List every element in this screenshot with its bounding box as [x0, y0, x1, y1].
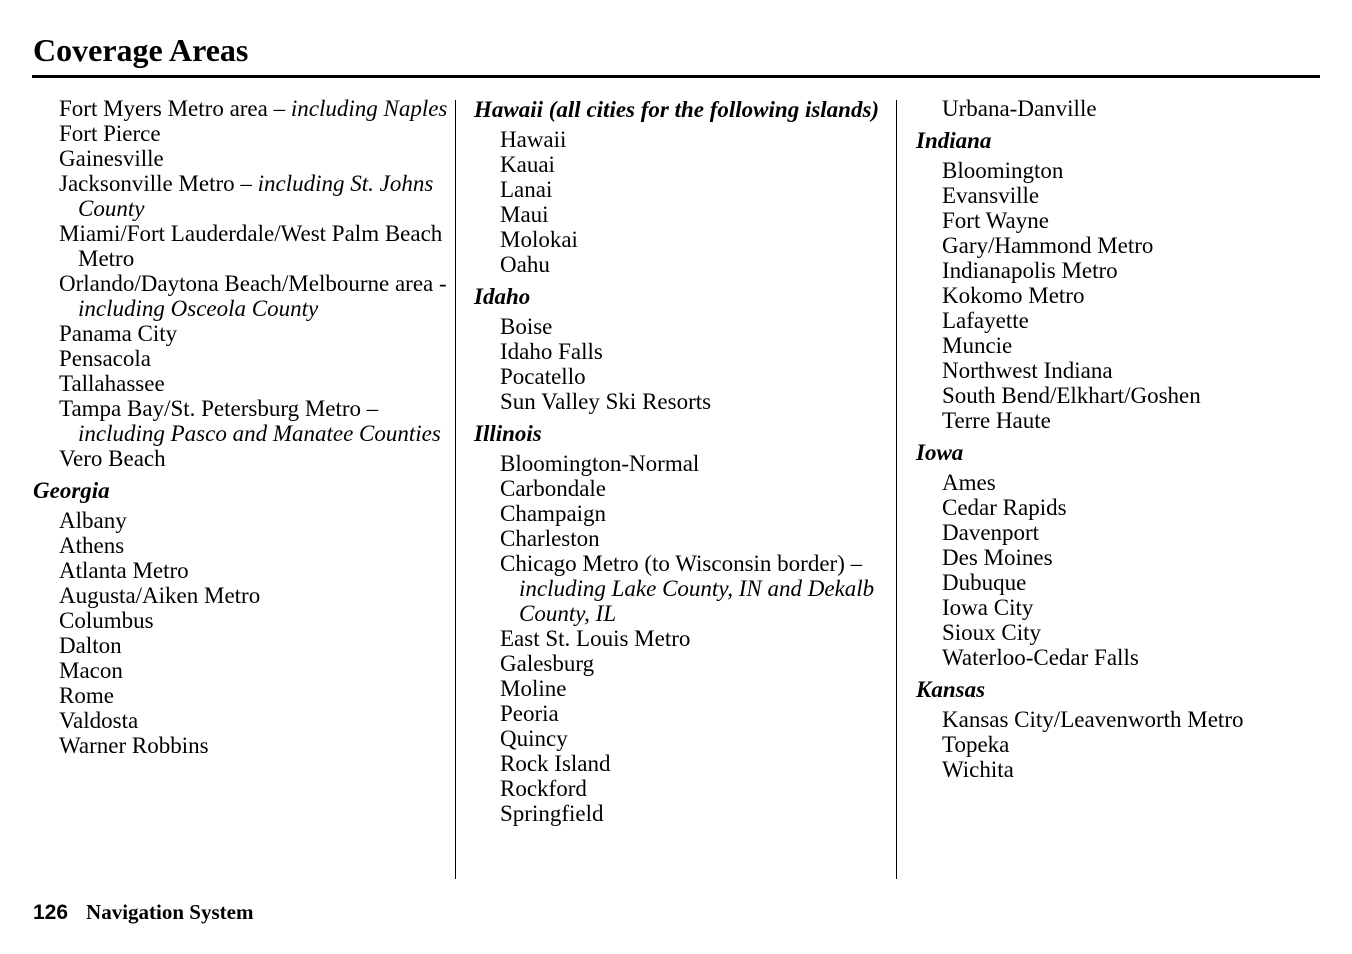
coverage-area-item: [33, 633, 453, 658]
coverage-list: [474, 314, 894, 414]
coverage-area-item: [916, 158, 1336, 183]
coverage-list: [916, 96, 1336, 121]
coverage-area-item: [33, 396, 453, 446]
coverage-area-item: [474, 801, 894, 826]
coverage-area-name: Wichita: [942, 757, 1014, 782]
coverage-area-item: [33, 658, 453, 683]
coverage-area-item: [916, 620, 1336, 645]
coverage-area-item: [916, 545, 1336, 570]
coverage-area-name: Fort Wayne: [942, 208, 1049, 233]
coverage-area-item: [33, 683, 453, 708]
title-rule: [32, 75, 1320, 78]
coverage-area-item: [916, 96, 1336, 121]
coverage-list: [916, 707, 1336, 782]
coverage-area-item: [916, 595, 1336, 620]
coverage-area-name: Miami/Fort Lauderdale/West Palm Beach Metro: [59, 221, 443, 271]
coverage-area-name: Springfield: [500, 801, 604, 826]
column-divider: [455, 100, 456, 879]
coverage-list: [916, 470, 1336, 670]
coverage-area-name: Lafayette: [942, 308, 1029, 333]
coverage-area-name: Maui: [500, 202, 549, 227]
coverage-area-item: [916, 258, 1336, 283]
section-heading: Iowa: [916, 440, 964, 465]
coverage-area-name: Topeka: [942, 732, 1010, 757]
coverage-area-item: [33, 371, 453, 396]
section-heading: Idaho: [474, 284, 531, 309]
coverage-area-item: [33, 96, 453, 121]
section-heading: Georgia: [33, 478, 110, 503]
coverage-area-item: [474, 389, 894, 414]
coverage-area-name: Valdosta: [59, 708, 139, 733]
coverage-area-item: [474, 202, 894, 227]
coverage-area-item: [33, 146, 453, 171]
coverage-area-item: [474, 651, 894, 676]
coverage-area-name: Bloomington-Normal: [500, 451, 700, 476]
coverage-area-name: Macon: [59, 658, 123, 683]
coverage-area-item: [33, 346, 453, 371]
coverage-area-item: [474, 501, 894, 526]
coverage-area-item: [474, 776, 894, 801]
coverage-area-item: [33, 733, 453, 758]
page-title: Coverage Areas: [33, 32, 249, 68]
coverage-area-name: Galesburg: [500, 651, 595, 676]
column-3: [916, 95, 1336, 785]
coverage-area-name: Kansas City/Leavenworth Metro: [942, 707, 1244, 732]
coverage-area-note: including Osceola County: [78, 296, 319, 321]
coverage-area-name: Cedar Rapids: [942, 495, 1067, 520]
coverage-area-item: [474, 476, 894, 501]
coverage-area-item: [33, 446, 453, 471]
coverage-area-name: Peoria: [500, 701, 559, 726]
coverage-area-item: [916, 183, 1336, 208]
coverage-area-item: [474, 551, 894, 626]
coverage-area-name: Oahu: [500, 252, 550, 277]
coverage-area-item: [916, 570, 1336, 595]
coverage-area-item: [916, 732, 1336, 757]
coverage-area-item: [474, 177, 894, 202]
coverage-area-name: Idaho Falls: [500, 339, 603, 364]
coverage-area-item: [474, 127, 894, 152]
section-heading: Kansas: [916, 677, 986, 702]
coverage-area-name: Des Moines: [942, 545, 1053, 570]
page-footer: [33, 898, 253, 929]
footer-label: Navigation System: [86, 900, 254, 924]
coverage-area-item: [916, 470, 1336, 495]
coverage-area-name: Atlanta Metro: [59, 558, 189, 583]
coverage-area-name: Waterloo-Cedar Falls: [942, 645, 1139, 670]
coverage-area-name: Gary/Hammond Metro: [942, 233, 1154, 258]
section-heading: Indiana: [916, 128, 992, 153]
coverage-area-name: Tallahassee: [59, 371, 165, 396]
coverage-area-name: Sioux City: [942, 620, 1042, 645]
coverage-area-item: [916, 358, 1336, 383]
column-2: [474, 95, 894, 829]
coverage-area-name: Dubuque: [942, 570, 1027, 595]
coverage-list: [474, 451, 894, 826]
page-number: 126: [33, 901, 69, 924]
coverage-area-item: [474, 314, 894, 339]
coverage-area-item: [33, 271, 453, 321]
coverage-area-name: South Bend/Elkhart/Goshen: [942, 383, 1201, 408]
coverage-area-item: [33, 121, 453, 146]
coverage-area-name: Indianapolis Metro: [942, 258, 1118, 283]
coverage-area-item: [33, 608, 453, 633]
coverage-area-item: [33, 321, 453, 346]
coverage-area-name: Pensacola: [59, 346, 151, 371]
coverage-area-item: [916, 383, 1336, 408]
coverage-area-item: [916, 645, 1336, 670]
coverage-area-name: Davenport: [942, 520, 1040, 545]
coverage-area-name: Evansville: [942, 183, 1040, 208]
coverage-area-name: Panama City: [59, 321, 178, 346]
coverage-area-item: [916, 208, 1336, 233]
coverage-area-name: Fort Myers Metro area –: [59, 96, 291, 121]
coverage-area-name: Albany: [59, 508, 127, 533]
coverage-area-name: Champaign: [500, 501, 607, 526]
coverage-area-item: [474, 701, 894, 726]
coverage-area-note: including Naples: [290, 96, 448, 121]
coverage-area-item: [474, 626, 894, 651]
coverage-area-note: including St. Johns County: [78, 171, 434, 221]
coverage-area-item: [474, 451, 894, 476]
coverage-area-name: Fort Pierce: [59, 121, 161, 146]
coverage-area-name: Hawaii: [500, 127, 567, 152]
coverage-area-item: [33, 171, 453, 221]
coverage-area-item: [474, 751, 894, 776]
column-divider: [896, 100, 897, 879]
coverage-area-name: Jacksonville Metro –: [59, 171, 258, 196]
section-heading: Hawaii (all cities for the following islands): [474, 97, 880, 122]
coverage-area-name: Carbondale: [500, 476, 607, 501]
coverage-area-name: Kauai: [500, 152, 555, 177]
coverage-area-item: [916, 408, 1336, 433]
coverage-area-name: Rockford: [500, 776, 587, 801]
coverage-list: [33, 508, 453, 758]
coverage-area-name: Ames: [942, 470, 996, 495]
coverage-area-item: [33, 221, 453, 271]
coverage-area-name: Muncie: [942, 333, 1013, 358]
coverage-area-item: [474, 252, 894, 277]
coverage-area-name: Rock Island: [500, 751, 611, 776]
coverage-area-name: Warner Robbins: [59, 733, 209, 758]
coverage-area-name: Molokai: [500, 227, 578, 252]
coverage-area-item: [474, 339, 894, 364]
coverage-area-name: Gainesville: [59, 146, 164, 171]
coverage-area-name: Boise: [500, 314, 553, 339]
coverage-area-name: Vero Beach: [59, 446, 166, 471]
coverage-area-item: [916, 707, 1336, 732]
column-1: [33, 95, 453, 761]
coverage-area-name: East St. Louis Metro: [500, 626, 691, 651]
coverage-area-name: Sun Valley Ski Resorts: [500, 389, 712, 414]
coverage-area-note: including Pasco and Manatee Counties: [78, 421, 441, 446]
coverage-area-item: [33, 708, 453, 733]
coverage-area-item: [474, 676, 894, 701]
coverage-area-name: Athens: [59, 533, 125, 558]
coverage-area-name: Moline: [500, 676, 567, 701]
coverage-area-name: Columbus: [59, 608, 154, 633]
coverage-area-name: Lanai: [500, 177, 553, 202]
coverage-list: [916, 158, 1336, 433]
coverage-area-item: [474, 227, 894, 252]
coverage-area-name: Tampa Bay/St. Petersburg Metro –: [59, 396, 379, 421]
coverage-area-name: Quincy: [500, 726, 568, 751]
coverage-area-name: Terre Haute: [942, 408, 1051, 433]
coverage-list: [474, 127, 894, 277]
coverage-area-item: [33, 583, 453, 608]
coverage-area-item: [916, 757, 1336, 782]
coverage-area-item: [474, 526, 894, 551]
coverage-area-item: [474, 152, 894, 177]
coverage-area-item: [474, 726, 894, 751]
coverage-area-name: Pocatello: [500, 364, 586, 389]
coverage-area-note: – including Lake County, IN and Dekalb County, IL: [519, 551, 875, 626]
coverage-area-name: Dalton: [59, 633, 122, 658]
coverage-area-name: Rome: [59, 683, 114, 708]
coverage-area-item: [33, 558, 453, 583]
coverage-area-name: Chicago Metro (to Wisconsin border): [500, 551, 851, 576]
coverage-area-item: [916, 308, 1336, 333]
coverage-area-item: [916, 333, 1336, 358]
coverage-area-item: [474, 364, 894, 389]
coverage-area-item: [33, 533, 453, 558]
coverage-area-item: [916, 233, 1336, 258]
coverage-area-name: Kokomo Metro: [942, 283, 1085, 308]
coverage-list: [33, 96, 453, 471]
coverage-area-item: [916, 520, 1336, 545]
coverage-area-name: Orlando/Daytona Beach/Melbourne area -: [59, 271, 447, 296]
coverage-area-name: Charleston: [500, 526, 600, 551]
coverage-area-item: [916, 283, 1336, 308]
coverage-area-name: Urbana-Danville: [942, 96, 1097, 121]
coverage-area-name: Augusta/Aiken Metro: [59, 583, 261, 608]
coverage-area-name: Iowa City: [942, 595, 1034, 620]
coverage-area-item: [33, 508, 453, 533]
coverage-area-name: Northwest Indiana: [942, 358, 1113, 383]
section-heading: Illinois: [474, 421, 542, 446]
coverage-area-name: Bloomington: [942, 158, 1064, 183]
coverage-area-item: [916, 495, 1336, 520]
